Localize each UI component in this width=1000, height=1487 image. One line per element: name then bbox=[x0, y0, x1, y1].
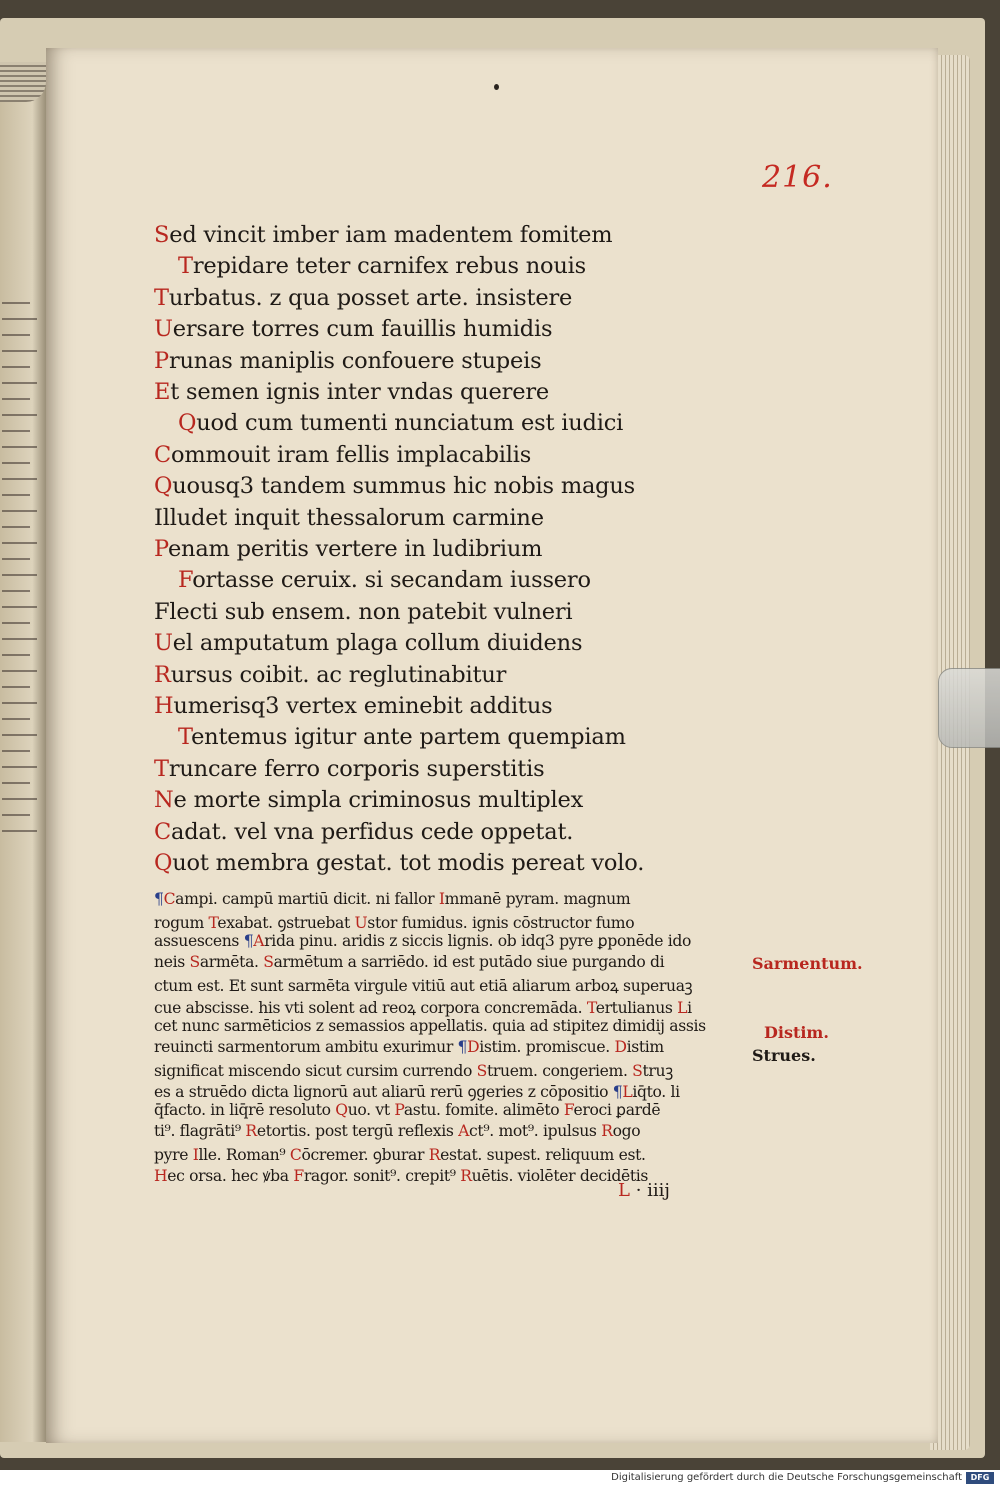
commentary-segment: S bbox=[189, 953, 200, 972]
commentary-segment: I bbox=[438, 890, 445, 908]
verse-text: runas maniplis confouere stupeis bbox=[168, 347, 542, 374]
commentary-segment: neis bbox=[154, 953, 190, 972]
verse-initial: I bbox=[154, 504, 163, 531]
commentary-segment: uo. vt bbox=[347, 1101, 395, 1119]
commentary-segment: ertulianus bbox=[595, 998, 678, 1017]
facing-page-text-trace bbox=[2, 606, 37, 608]
facing-page-text-trace bbox=[2, 622, 30, 624]
facing-page-text-trace bbox=[2, 414, 37, 416]
commentary-segment: eroci ꝑardē bbox=[573, 1101, 661, 1119]
commentary-segment: armētum a sarriēdo. id est putādo siue purgando di bbox=[273, 953, 665, 972]
verse-line bbox=[178, 567, 591, 593]
commentary-segment: ctum est. Et sunt sarmēta virgule vitiū aut etiā aliarum arboꝝ superuaꝫ bbox=[154, 977, 693, 996]
commentary-segment: Q bbox=[335, 1101, 348, 1119]
commentary-segment: exabat. ꝯstruebat bbox=[217, 914, 355, 933]
facing-page-text-trace bbox=[2, 478, 37, 480]
commentary-segment: rida pinu. aridis z siccis lignis. ob idq3 pyre ꝑponēde ido bbox=[264, 932, 691, 951]
facing-page-text-trace bbox=[2, 526, 30, 528]
commentary-segment: R bbox=[245, 1122, 257, 1141]
commentary-segment: A bbox=[458, 1122, 470, 1141]
commentary-segment: F bbox=[293, 1167, 304, 1186]
verse-text: ed vincit imber iam madentem fomitem bbox=[169, 222, 613, 248]
commentary-segment: significat miscendo sicut cursim currendo bbox=[154, 1061, 477, 1080]
facing-page-strip bbox=[0, 62, 46, 1442]
commentary-segment: A bbox=[253, 932, 265, 951]
margin-note-text: Sarmentum. bbox=[752, 954, 863, 973]
commentary-segment: S bbox=[476, 1061, 488, 1080]
commentary-segment: U bbox=[354, 914, 368, 933]
commentary-segment: D bbox=[614, 1037, 627, 1056]
commentary-segment: T bbox=[586, 998, 596, 1017]
signature-mark bbox=[618, 1180, 670, 1201]
verse-initial: H bbox=[154, 693, 174, 719]
verse-initial: P bbox=[154, 536, 168, 562]
commentary-segment: truem. congeriem. bbox=[487, 1061, 633, 1080]
verse-line bbox=[154, 693, 552, 719]
commentary-segment: assuescens bbox=[154, 932, 244, 951]
commentary-segment: D bbox=[467, 1037, 480, 1056]
margin-note-sarmentum bbox=[752, 954, 863, 973]
verse-text: umerisq3 vertex eminebit additus bbox=[173, 693, 553, 719]
verse-line bbox=[154, 442, 531, 468]
commentary-segment: uētis. violēter decidētis bbox=[471, 1167, 649, 1186]
facing-page-text-trace bbox=[2, 686, 30, 688]
verse-text: uousq3 tandem summus hic nobis magus bbox=[172, 473, 636, 500]
dfg-logo: DFG bbox=[966, 1472, 994, 1484]
verse-text: uod cum tumenti nunciatum est iudici bbox=[196, 410, 624, 437]
verse-line bbox=[154, 379, 549, 405]
page-tab bbox=[938, 668, 1000, 748]
commentary-line bbox=[154, 1059, 673, 1081]
commentary-segment: cue abscisse. his vti solent ad reoꝝ corpora concremāda. bbox=[154, 998, 587, 1017]
facing-page-text-trace bbox=[2, 734, 37, 736]
verse-line bbox=[154, 222, 612, 248]
verse-initial: Q bbox=[178, 410, 197, 437]
commentary-segment: R bbox=[428, 1146, 441, 1165]
commentary-segment: istim bbox=[626, 1037, 664, 1056]
signature-letter: L bbox=[618, 1180, 630, 1201]
commentary-segment: q̄facto. in liq̄rē resoluto bbox=[154, 1101, 336, 1119]
commentary-segment: ec orsa. hec ꝟba bbox=[167, 1167, 294, 1186]
commentary-segment: mmanē pyram. magnum bbox=[444, 890, 631, 908]
facing-page-text-trace bbox=[2, 430, 30, 432]
verse-line bbox=[154, 285, 572, 311]
verse-text: ursus coibit. ac reglutinabitur bbox=[170, 661, 507, 688]
verse-line bbox=[154, 756, 544, 782]
commentary-segment: ōcremer. ꝯburar bbox=[301, 1146, 429, 1165]
verse-line bbox=[154, 599, 572, 625]
commentary-segment: P bbox=[394, 1101, 404, 1119]
verse-line bbox=[154, 536, 542, 562]
facing-page-text-trace bbox=[2, 574, 37, 576]
commentary-line bbox=[154, 932, 691, 950]
commentary-segment: pyre bbox=[154, 1146, 193, 1165]
verse-line bbox=[154, 316, 552, 342]
verse-line bbox=[178, 410, 623, 436]
folio-number: 216. bbox=[762, 160, 833, 195]
verse-line bbox=[154, 850, 644, 876]
verse-initial: T bbox=[154, 284, 169, 311]
commentary-segment: rogum bbox=[154, 914, 209, 933]
facing-page-text-trace bbox=[2, 798, 37, 800]
commentary-line bbox=[154, 974, 692, 996]
commentary-segment: etortis. post tergū reflexis bbox=[256, 1122, 459, 1141]
verse-initial: P bbox=[154, 347, 169, 374]
facing-page-text-trace bbox=[2, 590, 30, 592]
commentary-segment: ¶ bbox=[457, 1037, 468, 1056]
verse-text: uot membra gestat. tot modis pereat volo. bbox=[172, 850, 645, 876]
facing-page-text-trace bbox=[2, 638, 37, 640]
verse-text: adat. vel vna perfidus cede oppetat. bbox=[171, 818, 574, 845]
commentary-segment: ¶ bbox=[612, 1082, 623, 1101]
facing-page-text-trace bbox=[2, 814, 30, 816]
facing-page-text-trace bbox=[2, 462, 30, 464]
facing-page-text-trace bbox=[2, 446, 37, 448]
commentary-line bbox=[154, 1101, 660, 1119]
facing-page-text-trace bbox=[2, 702, 37, 704]
verse-text: urbatus. z qua posset arte. insistere bbox=[168, 284, 573, 311]
verse-initial: C bbox=[154, 818, 172, 845]
verse-initial: N bbox=[154, 787, 174, 814]
commentary-segment: lle. Roman⁹ bbox=[198, 1146, 290, 1165]
commentary-segment: reuincti sarmentorum ambitu exurimur bbox=[154, 1037, 458, 1056]
verse-text: ommouit iram fellis implacabilis bbox=[171, 441, 532, 468]
facing-page-text-trace bbox=[2, 670, 37, 672]
commentary-line bbox=[154, 911, 634, 933]
verse-text: enam peritis vertere in ludibrium bbox=[167, 536, 543, 562]
commentary-segment: L bbox=[677, 998, 688, 1017]
verse-line bbox=[154, 630, 582, 656]
verse-line bbox=[154, 787, 583, 813]
commentary-segment: istim. promiscue. bbox=[479, 1037, 615, 1056]
verse-text: t semen ignis inter vndas querere bbox=[170, 379, 549, 405]
commentary-segment: ti⁹. flagrāti⁹ bbox=[154, 1122, 246, 1141]
verse-text: ortasse ceruix. si secandam iussero bbox=[192, 567, 591, 594]
verse-line bbox=[178, 253, 586, 279]
verse-initial: T bbox=[178, 724, 192, 751]
facing-page-text-trace bbox=[2, 350, 37, 352]
commentary-segment: S bbox=[263, 953, 274, 972]
verse-text: el amputatum plaga collum diuidens bbox=[172, 630, 583, 657]
commentary-segment: C bbox=[289, 1146, 302, 1165]
commentary-segment: L bbox=[622, 1082, 633, 1101]
commentary-line bbox=[154, 1080, 680, 1102]
margin-note-text: Strues. bbox=[752, 1046, 816, 1065]
verse-line bbox=[154, 662, 506, 688]
facing-page-text-trace bbox=[2, 750, 30, 752]
facing-page-text-trace bbox=[2, 654, 30, 656]
facing-page-text-trace bbox=[2, 398, 30, 400]
facing-page-text-trace bbox=[2, 494, 30, 496]
commentary-segment: F bbox=[563, 1101, 574, 1119]
verse-text: lludet inquit thessalorum carmine bbox=[162, 504, 544, 531]
commentary-segment: ogo bbox=[612, 1122, 641, 1141]
commentary-line bbox=[154, 1122, 640, 1140]
verse-initial: R bbox=[154, 661, 171, 688]
verse-initial: U bbox=[154, 316, 173, 343]
margin-note-distim bbox=[764, 1023, 829, 1042]
margin-note-strues bbox=[752, 1046, 816, 1065]
signature-number: iiij bbox=[647, 1180, 670, 1201]
verse-text: ersare torres cum fauillis humidis bbox=[172, 316, 553, 343]
commentary-segment: cet nunc sarmēticios z semassios appellatis. quia ad stipitez dimidij assis bbox=[154, 1016, 706, 1035]
commentary-segment: es a struēdo dicta lignorū aut aliarū rerū ꝯgeries z cōpositio bbox=[154, 1082, 613, 1101]
verse-initial: F bbox=[178, 567, 193, 594]
commentary-segment: R bbox=[460, 1167, 472, 1186]
verse-line bbox=[154, 348, 541, 374]
facing-page-text-trace bbox=[2, 830, 37, 832]
commentary-segment: astu. fomite. alimēto bbox=[403, 1101, 564, 1119]
facing-page-text-trace bbox=[2, 510, 37, 512]
commentary-segment: R bbox=[601, 1122, 613, 1141]
verse-line bbox=[154, 505, 544, 531]
facing-page-text-trace bbox=[2, 766, 37, 768]
facing-page-curl bbox=[0, 62, 46, 102]
verse-initial: C bbox=[154, 441, 172, 468]
verse-initial: U bbox=[154, 630, 173, 657]
commentary-line bbox=[154, 1017, 706, 1035]
verse-initial: E bbox=[154, 379, 171, 405]
commentary-line bbox=[154, 890, 630, 908]
commentary-segment: I bbox=[192, 1146, 199, 1165]
margin-note-text: Distim. bbox=[764, 1023, 829, 1042]
verse-text: repidare teter carnifex rebus nouis bbox=[192, 253, 587, 280]
commentary-segment: ct⁹. mot⁹. ipulsus bbox=[469, 1122, 602, 1141]
facing-page-text-trace bbox=[2, 382, 37, 384]
commentary-segment: estat. supest. reliquum est. bbox=[440, 1146, 646, 1165]
verse-line bbox=[154, 473, 635, 499]
facing-page-text-trace bbox=[2, 542, 37, 544]
commentary-segment: stor fumidus. ignis cōstructor fumo bbox=[367, 914, 635, 933]
verse-text: lecti sub ensem. non patebit vulneri bbox=[169, 598, 573, 625]
commentary-segment: ¶ bbox=[243, 932, 254, 951]
commentary-segment: ragor. sonit⁹. crepit⁹ bbox=[303, 1167, 461, 1186]
commentary-line bbox=[154, 1038, 664, 1056]
commentary-segment: H bbox=[154, 1167, 168, 1186]
verse-initial: T bbox=[178, 253, 193, 280]
verse-initial: Q bbox=[154, 473, 173, 500]
facing-page-text-trace bbox=[2, 718, 30, 720]
facing-page-text-trace bbox=[2, 558, 30, 560]
commentary-line bbox=[154, 1164, 648, 1186]
commentary-segment: S bbox=[632, 1061, 643, 1080]
commentary-segment: ampi. campū martiū dicit. ni fallor bbox=[175, 890, 439, 908]
commentary-segment: C bbox=[163, 890, 176, 908]
verse-text: entemus igitur ante partem quempiam bbox=[191, 724, 626, 751]
facing-page-text-trace bbox=[2, 318, 37, 320]
commentary-segment: T bbox=[208, 914, 218, 933]
verse-text: runcare ferro corporis superstitis bbox=[168, 755, 545, 782]
signature-sep: · bbox=[635, 1180, 648, 1201]
verse-line bbox=[154, 819, 573, 845]
commentary-segment: iq̄to. li bbox=[632, 1082, 680, 1101]
verse-initial: Q bbox=[154, 850, 173, 876]
commentary-segment: truꝫ bbox=[642, 1061, 673, 1080]
commentary-segment: armēta. bbox=[199, 953, 264, 972]
commentary-segment: ¶ bbox=[154, 890, 164, 908]
facing-page-text-trace bbox=[2, 366, 30, 368]
facing-page-text-trace bbox=[2, 302, 30, 304]
verse-text: e morte simpla criminosus multiplex bbox=[173, 787, 584, 814]
facing-page-text-trace bbox=[2, 334, 30, 336]
commentary-line bbox=[154, 1143, 646, 1165]
credit-text: Digitalisierung gefördert durch die Deutsche Forschungsgemeinschaft bbox=[611, 1472, 962, 1483]
verse-initial: S bbox=[154, 222, 170, 248]
facing-page-text-trace bbox=[2, 782, 30, 784]
commentary-segment: i bbox=[687, 998, 692, 1017]
verse-initial: T bbox=[154, 755, 169, 782]
commentary-line bbox=[154, 953, 664, 971]
verse-initial: F bbox=[154, 598, 170, 625]
verse-line bbox=[178, 724, 626, 750]
page-mark bbox=[494, 84, 499, 90]
commentary-line bbox=[154, 996, 692, 1018]
